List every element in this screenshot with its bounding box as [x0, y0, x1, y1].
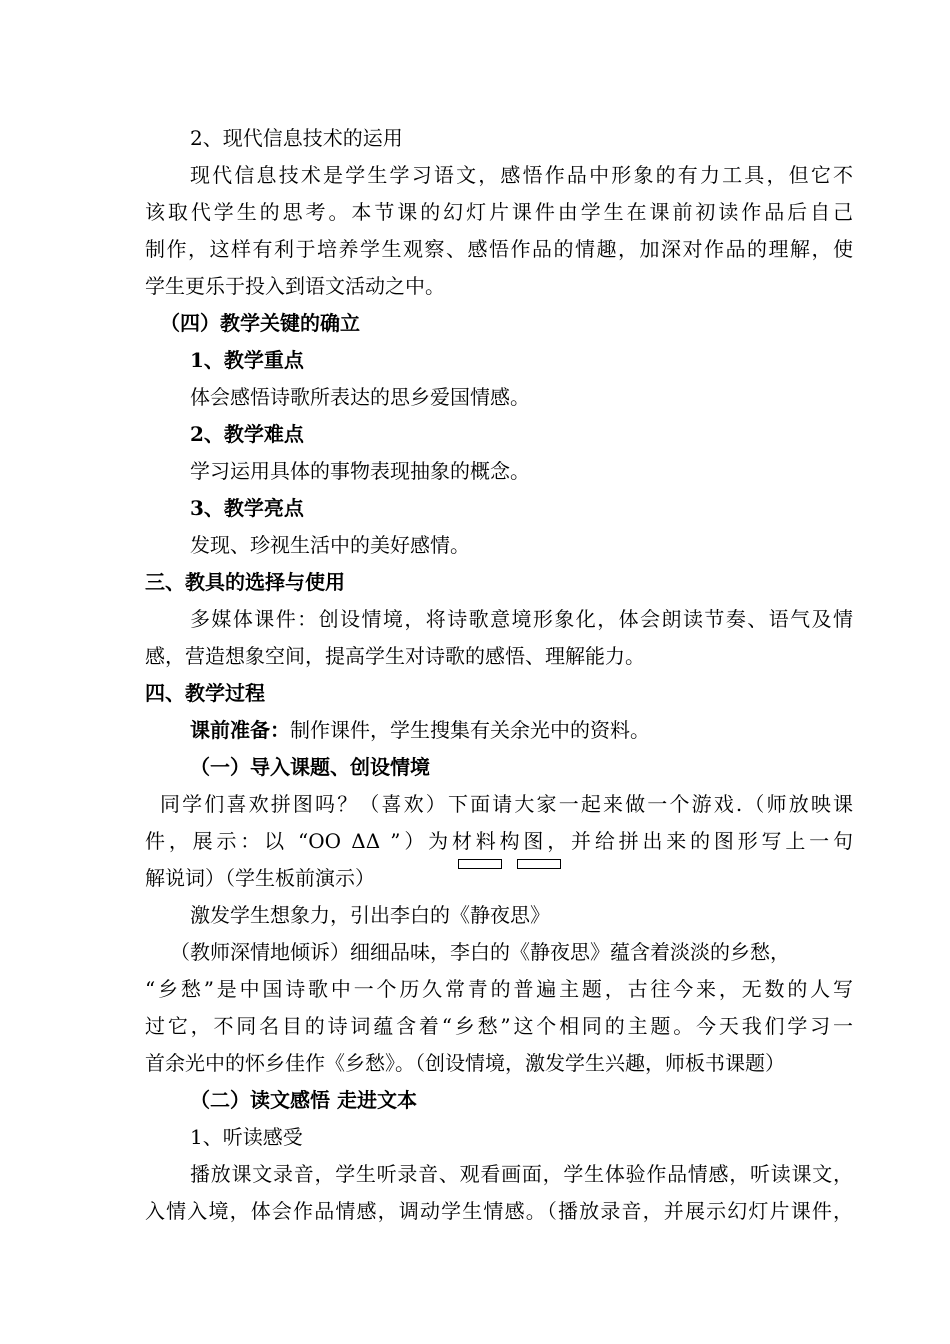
- subheading-listening: 1、听读感受: [190, 1125, 303, 1149]
- subheading-reading: （二）读文感悟 走进文本: [190, 1088, 417, 1112]
- subheading-difficult-point: 2、教学难点: [190, 422, 304, 446]
- section-heading-teaching-aids: 三、教具的选择与使用: [145, 570, 345, 594]
- rectangle-shape: [458, 859, 502, 869]
- paragraph-line: 首余光中的怀乡佳作《乡愁》。（创设情境，激发学生兴趣，师板书课题）: [145, 1051, 785, 1075]
- paragraph-line: 激发学生想象力，引出李白的《静夜思》: [190, 903, 550, 927]
- paragraph-line: 件，展示：以 “OO ΔΔ ”）为材料构图，并给拼出来的图形写上一句: [145, 829, 853, 853]
- section-heading-teaching-key: （四）教学关键的确立: [160, 311, 360, 335]
- subheading-key-point: 1、教学重点: [190, 348, 304, 372]
- subheading-introduction: （一）导入课题、创设情境: [190, 755, 430, 779]
- paragraph-line: 多媒体课件：创设情境，将诗歌意境形象化，体会朗读节奏、语气及情: [190, 607, 853, 631]
- paragraph-line: 学习运用具体的事物表现抽象的概念。: [190, 459, 530, 483]
- preparation-label: 课前准备：: [190, 718, 290, 742]
- paragraph-line: 发现、珍视生活中的美好感情。: [190, 533, 470, 557]
- section-heading-teaching-process: 四、教学过程: [145, 681, 265, 705]
- preparation-text: 制作课件，学生搜集有关余光中的资料。: [290, 718, 650, 742]
- paragraph-line: 学生更乐于投入到语文活动之中。: [145, 274, 445, 298]
- paragraph-line: 入情入境，体会作品情感，调动学生情感。（播放录音，并展示幻灯片课件，: [145, 1199, 853, 1223]
- paragraph-line: 体会感悟诗歌所表达的思乡爱国情感。: [190, 385, 530, 409]
- paragraph-line: （教师深情地倾诉）细细品味，李白的《静夜思》蕴含着淡淡的乡愁，: [170, 940, 790, 964]
- subheading-highlight: 3、教学亮点: [190, 496, 304, 520]
- paragraph-line: 播放课文录音，学生听录音、观看画面，学生体验作品情感，听读课文，: [190, 1162, 853, 1186]
- paragraph-line: 制作，这样有利于培养学生观察、感悟作品的情趣，加深对作品的理解，使: [145, 237, 853, 261]
- paragraph-line: 同学们喜欢拼图吗？（喜欢）下面请大家一起来做一个游戏.（师放映课: [160, 792, 853, 816]
- paragraph-line: 现代信息技术是学生学习语文，感悟作品中形象的有力工具，但它不: [190, 163, 853, 187]
- paragraph-line: 过它，不同名目的诗词蕴含着“乡愁”这个相同的主题。今天我们学习一: [145, 1014, 853, 1038]
- subheading-modern-tech: 2、现代信息技术的运用: [190, 126, 403, 150]
- rectangle-shape: [517, 859, 561, 869]
- paragraph-line: 解说词）（学生板前演示）: [145, 866, 375, 890]
- paragraph-line: 感，营造想象空间，提高学生对诗歌的感悟、理解能力。: [145, 644, 645, 668]
- preparation-line: [190, 715, 898, 745]
- paragraph-line: “乡愁”是中国诗歌中一个历久常青的普遍主题，古往今来，无数的人写: [145, 977, 853, 1001]
- paragraph-line: 该取代学生的思考。本节课的幻灯片课件由学生在课前初读作品后自己: [145, 200, 853, 224]
